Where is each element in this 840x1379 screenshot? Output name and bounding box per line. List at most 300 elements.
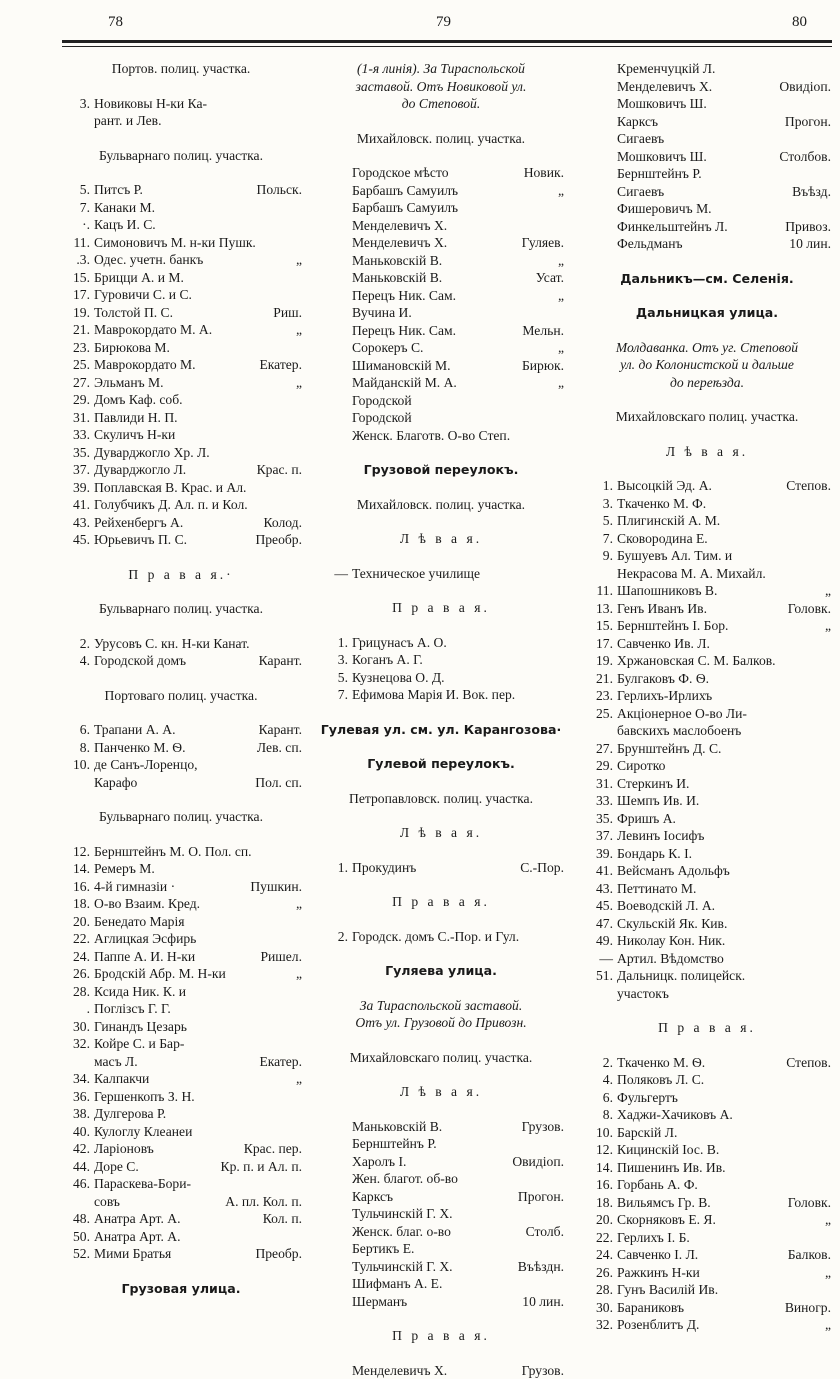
directory-entry — [583, 1089, 831, 1107]
cross-street: Преобр. — [251, 1245, 302, 1263]
directory-entry — [318, 164, 564, 182]
section-caption: Бульварнаго полиц. участка. — [60, 600, 302, 618]
owner-name: Менделевичъ Х. — [352, 217, 560, 235]
cross-street: 10 лин. — [785, 235, 831, 253]
house-number — [583, 985, 617, 1003]
cross-street — [298, 843, 302, 861]
section-caption: Михайловск. полиц. участка. — [318, 496, 564, 514]
directory-entry — [318, 199, 564, 217]
page-number-right: 80 — [792, 14, 807, 31]
directory-entry — [60, 286, 302, 304]
directory-entry — [583, 897, 831, 915]
spacer — [318, 444, 564, 461]
owner-name: Карафо — [94, 774, 251, 792]
house-number: 24. — [583, 1246, 617, 1264]
cross-street — [560, 1275, 564, 1293]
directory-entry — [60, 948, 302, 966]
house-number: 29. — [60, 391, 94, 409]
owner-name: Новиковы Н-ки Ка- — [94, 95, 298, 113]
street-route-note: ул. до Колонистской и дальше — [583, 356, 831, 374]
directory-entry — [60, 356, 302, 374]
owner-name: Толстой П. С. — [94, 304, 269, 322]
spacer — [318, 1032, 564, 1049]
house-number — [318, 1275, 352, 1293]
house-number: 9. — [583, 547, 617, 565]
cross-street — [827, 1106, 831, 1124]
spacer — [60, 670, 302, 687]
owner-name: Герлихъ-Ирлихъ — [617, 687, 827, 705]
house-number: 41. — [583, 862, 617, 880]
spacer — [583, 426, 831, 443]
directory-entry — [583, 967, 831, 985]
cross-street: Виногр. — [781, 1299, 831, 1317]
house-number — [583, 200, 617, 218]
cross-street: „ — [292, 251, 302, 269]
cross-street — [827, 1229, 831, 1247]
cross-street — [827, 530, 831, 548]
house-number — [583, 722, 617, 740]
owner-name: Маврокордато М. А. — [94, 321, 292, 339]
directory-entry — [60, 635, 302, 653]
cross-street: Столбов. — [775, 148, 831, 166]
directory-entry — [583, 915, 831, 933]
section-caption: Портоваго полиц. участка. — [60, 687, 302, 705]
house-number: 3. — [60, 95, 94, 113]
house-number: 37. — [583, 827, 617, 845]
cross-street — [827, 827, 831, 845]
owner-name: Кицинскій Іос. В. — [617, 1141, 827, 1159]
house-number — [318, 374, 352, 392]
directory-entry — [583, 757, 831, 775]
house-number — [318, 1153, 352, 1171]
cross-street: Польск. — [253, 181, 302, 199]
cross-street — [560, 928, 564, 946]
page-number-left: 78 — [108, 14, 123, 31]
house-number: 1. — [318, 634, 352, 652]
spacer — [60, 130, 302, 147]
house-number — [318, 1258, 352, 1276]
house-number: 20. — [583, 1211, 617, 1229]
directory-entry — [60, 930, 302, 948]
owner-name: Ларіоновъ — [94, 1140, 240, 1158]
owner-name: Павлиди Н. П. — [94, 409, 298, 427]
owner-name: Шапошниковъ В. — [617, 582, 821, 600]
directory-entry — [583, 845, 831, 863]
owner-name: Грицунасъ А. О. — [352, 634, 560, 652]
owner-name: Шимановскій М. — [352, 357, 518, 375]
owner-name: Городск. домъ С.-Пор. и Гул. — [352, 928, 560, 946]
directory-entry — [583, 600, 831, 618]
cross-street — [298, 1000, 302, 1018]
house-number: 11. — [583, 582, 617, 600]
owner-name: Финкельштейнъ Л. — [617, 218, 781, 236]
owner-name: Высоцкій Эд. А. — [617, 477, 782, 495]
owner-name: Поляковъ Л. С. — [617, 1071, 827, 1089]
cross-street: Овидіоп. — [775, 78, 831, 96]
house-number: 19. — [60, 304, 94, 322]
spacer — [60, 791, 302, 808]
cross-street — [560, 634, 564, 652]
spacer — [318, 548, 564, 565]
owner-name: Женск. благ. о-во — [352, 1223, 522, 1241]
house-number: 19. — [583, 652, 617, 670]
owner-name: Сигаевъ — [617, 183, 788, 201]
directory-entry — [60, 1228, 302, 1246]
cross-street: Въѣзд. — [788, 183, 831, 201]
directory-entry — [318, 1362, 564, 1379]
house-number: 27. — [60, 374, 94, 392]
owner-name: Шифманъ А. Е. — [352, 1275, 560, 1293]
spacer — [583, 1037, 831, 1054]
directory-entry — [583, 827, 831, 845]
owner-name: Петтинато М. — [617, 880, 827, 898]
directory-entry — [318, 565, 564, 583]
directory-entry — [318, 1258, 564, 1276]
house-number: 6. — [583, 1089, 617, 1107]
cross-street: Грузов. — [518, 1118, 564, 1136]
cross-street — [560, 1205, 564, 1223]
house-number: 25. — [583, 705, 617, 723]
owner-name: Ремеръ М. — [94, 860, 298, 878]
cross-street — [298, 496, 302, 514]
owner-name: Сковородина Е. — [617, 530, 827, 548]
house-number: 30. — [60, 1018, 94, 1036]
directory-entry — [60, 1000, 302, 1018]
house-number: 45. — [583, 897, 617, 915]
house-number: 10. — [583, 1124, 617, 1142]
cross-street: Колод. — [259, 514, 302, 532]
directory-entry — [318, 374, 564, 392]
directory-entry — [583, 1124, 831, 1142]
owner-name: Бертикъ Е. — [352, 1240, 560, 1258]
section-caption: Михайловскаго полиц. участка. — [318, 1049, 564, 1067]
cross-street — [298, 444, 302, 462]
owner-name: Савченко І. Л. — [617, 1246, 784, 1264]
owner-name: Юрьевичъ П. С. — [94, 531, 251, 549]
owner-name: Брицци А. и М. — [94, 269, 298, 287]
house-number: 12. — [60, 843, 94, 861]
owner-name: Дулгерова Р. — [94, 1105, 298, 1123]
directory-entry — [583, 722, 831, 740]
cross-street — [827, 670, 831, 688]
directory-entry — [60, 652, 302, 670]
directory-entry — [318, 234, 564, 252]
house-number: 12. — [583, 1141, 617, 1159]
house-number: 33. — [583, 792, 617, 810]
cross-street: Кол. п. — [259, 1210, 302, 1228]
directory-entry — [583, 1141, 831, 1159]
house-number — [583, 95, 617, 113]
directory-entry — [318, 1275, 564, 1293]
house-number — [318, 1188, 352, 1206]
owner-name: Барбашъ Самуилъ — [352, 182, 554, 200]
owner-name: Маврокордато М. — [94, 356, 255, 374]
owner-name: Кременчуцкій Л. — [617, 60, 827, 78]
cross-street — [560, 427, 564, 445]
owner-name: Городской домъ — [94, 652, 255, 670]
owner-name: Кузнецова О. Д. — [352, 669, 560, 687]
directory-entry — [318, 1135, 564, 1153]
directory-entry — [60, 321, 302, 339]
directory-entry — [583, 635, 831, 653]
directory-entry — [318, 1223, 564, 1241]
cross-street: Привоз. — [781, 218, 831, 236]
directory-entry — [60, 461, 302, 479]
cross-street — [827, 60, 831, 78]
directory-entry — [60, 1035, 302, 1053]
cross-street — [827, 200, 831, 218]
house-number — [583, 235, 617, 253]
cross-street — [298, 286, 302, 304]
cross-street — [827, 1124, 831, 1142]
cross-street: Прогон. — [781, 113, 831, 131]
house-number — [60, 774, 94, 792]
directory-entry — [583, 235, 831, 253]
owner-name: Паппе А. И. Н-ки — [94, 948, 256, 966]
owner-name: Акціонерное О-во Ли- — [617, 705, 827, 723]
cross-street — [560, 409, 564, 427]
owner-name: Рейхенбергъ А. — [94, 514, 259, 532]
cross-street: „ — [292, 1070, 302, 1088]
owner-name: Бирюкова М. — [94, 339, 298, 357]
owner-name: Маньковскій В. — [352, 1118, 518, 1136]
owner-name: Маньковскій В. — [352, 269, 532, 287]
section-caption: Л ѣ в а я. — [318, 824, 564, 842]
directory-entry — [583, 218, 831, 236]
owner-name: Николау Кон. Ник. — [617, 932, 827, 950]
directory-entry — [583, 1299, 831, 1317]
directory-entry — [583, 1316, 831, 1334]
cross-street: Прогон. — [514, 1188, 564, 1206]
cross-street — [827, 165, 831, 183]
cross-street — [827, 915, 831, 933]
cross-street — [298, 756, 302, 774]
house-number: 35. — [583, 810, 617, 828]
owner-name: Барбашъ Самуилъ — [352, 199, 560, 217]
directory-entry — [583, 1281, 831, 1299]
street-route-note: до Степовой. — [318, 95, 564, 113]
directory-entry — [583, 705, 831, 723]
cross-street — [827, 845, 831, 863]
owner-name: Прокудинъ — [352, 859, 516, 877]
directory-entry — [60, 1088, 302, 1106]
owner-name: Герлихъ І. Б. — [617, 1229, 827, 1247]
cross-street — [298, 1123, 302, 1141]
cross-street — [560, 199, 564, 217]
owner-name: Горбань А. Ф. — [617, 1176, 827, 1194]
owner-name: Канаки М. — [94, 199, 298, 217]
owner-name: Воеводскій Л. А. — [617, 897, 827, 915]
cross-street — [298, 1018, 302, 1036]
cross-street — [827, 1141, 831, 1159]
directory-entry — [583, 95, 831, 113]
house-number: 28. — [60, 983, 94, 1001]
house-number: 13. — [583, 600, 617, 618]
owner-name: Тульчинскій Г. Х. — [352, 1205, 560, 1223]
directory-entry — [60, 181, 302, 199]
cross-street — [298, 1105, 302, 1123]
cross-street: Преобр. — [251, 531, 302, 549]
house-number: 5. — [318, 669, 352, 687]
directory-entry — [60, 479, 302, 497]
owner-name: Техническое училище — [352, 565, 560, 583]
house-number: 6. — [60, 721, 94, 739]
house-number: 23. — [583, 687, 617, 705]
directory-entry — [318, 1293, 564, 1311]
cross-street — [298, 269, 302, 287]
street-route-note: до переѣзда. — [583, 374, 831, 392]
street-heading: Дальницкая улица. — [583, 304, 831, 322]
house-number: 33. — [60, 426, 94, 444]
spacer — [318, 582, 564, 599]
cross-street: Грузов. — [518, 1362, 564, 1379]
owner-name: Параскева-Бори- — [94, 1175, 298, 1193]
directory-entry — [60, 1140, 302, 1158]
spacer — [318, 738, 564, 755]
spacer — [318, 1310, 564, 1327]
house-number — [60, 1193, 94, 1211]
cross-street: Пол. сп. — [251, 774, 302, 792]
house-number — [318, 1205, 352, 1223]
column-middle — [318, 60, 564, 1379]
directory-entry — [583, 652, 831, 670]
owner-name: Женск. Благотв. О-во Степ. — [352, 427, 560, 445]
house-number: 32. — [60, 1035, 94, 1053]
directory-entry — [318, 1205, 564, 1223]
owner-name: Поплавская В. Крас. и Ал. — [94, 479, 298, 497]
house-number: — — [583, 950, 617, 968]
owner-name: Хаджи-Хачиковъ А. — [617, 1106, 827, 1124]
house-number — [318, 392, 352, 410]
house-number: 11. — [60, 234, 94, 252]
cross-street — [298, 1228, 302, 1246]
directory-entry — [60, 983, 302, 1001]
owner-name: Питсъ Р. — [94, 181, 253, 199]
owner-name: Дуварджогло Л. — [94, 461, 253, 479]
cross-street — [827, 792, 831, 810]
column-right — [583, 60, 831, 1334]
cross-street: Крас. п. — [253, 461, 302, 479]
directory-entry — [60, 409, 302, 427]
owner-name: О-во Взаим. Кред. — [94, 895, 292, 913]
cross-street: Лев. сп. — [253, 739, 302, 757]
section-caption: Л ѣ в а я. — [318, 1083, 564, 1101]
house-number — [318, 1240, 352, 1258]
section-caption: П р а в а я. — [318, 599, 564, 617]
house-number — [318, 304, 352, 322]
cross-street: Екатер. — [255, 356, 302, 374]
directory-entry — [60, 1018, 302, 1036]
directory-entry — [60, 1123, 302, 1141]
directory-entry — [60, 251, 302, 269]
owner-name: Урусовъ С. кн. Н-ки Канат. — [94, 635, 298, 653]
house-number: 43. — [583, 880, 617, 898]
directory-entry — [60, 496, 302, 514]
house-number — [583, 565, 617, 583]
house-number: 40. — [60, 1123, 94, 1141]
house-number: 22. — [583, 1229, 617, 1247]
directory-entry — [60, 1053, 302, 1071]
owner-name: Плигинскій А. М. — [617, 512, 827, 530]
owner-name: Ткаченко М. Ф. — [617, 495, 827, 513]
owner-name: Городской — [352, 409, 560, 427]
owner-name: Бродскій Абр. М. Н-ки — [94, 965, 292, 983]
cross-street: Карант. — [255, 652, 302, 670]
owner-name: де Санъ-Лоренцо, — [94, 756, 298, 774]
cross-street: Кр. п. и Ал. п. — [217, 1158, 302, 1176]
owner-name: 4-й гимназіи · — [94, 878, 246, 896]
directory-entry — [583, 200, 831, 218]
house-number — [60, 1053, 94, 1071]
directory-entry — [60, 269, 302, 287]
spacer — [318, 1066, 564, 1083]
owner-name: Трапани А. А. — [94, 721, 255, 739]
cross-street: Столб. — [522, 1223, 564, 1241]
house-number: 30. — [583, 1299, 617, 1317]
directory-entry — [60, 234, 302, 252]
cross-street — [298, 983, 302, 1001]
directory-entry — [583, 130, 831, 148]
house-number — [318, 427, 352, 445]
house-number: 16. — [583, 1176, 617, 1194]
house-number: 1. — [583, 477, 617, 495]
owner-name: Бушуевъ Ал. Тим. и — [617, 547, 827, 565]
directory-entry — [60, 514, 302, 532]
directory-entry — [583, 60, 831, 78]
house-number — [583, 60, 617, 78]
house-number: 5. — [583, 512, 617, 530]
cross-street — [827, 130, 831, 148]
cross-street — [560, 1135, 564, 1153]
house-number: 31. — [583, 775, 617, 793]
house-number — [318, 339, 352, 357]
directory-entry — [583, 547, 831, 565]
house-number — [318, 1293, 352, 1311]
cross-street — [827, 565, 831, 583]
house-number: 4. — [583, 1071, 617, 1089]
cross-street: Мельн. — [518, 322, 564, 340]
owner-name: Некрасова М. А. Михайл. — [617, 565, 827, 583]
directory-entry — [583, 495, 831, 513]
street-route-note: За Тираспольской заставой. — [318, 997, 564, 1015]
street-heading: Гулевой переулокъ. — [318, 755, 564, 773]
house-number: .3. — [60, 251, 94, 269]
owner-name: Вучина И. — [352, 304, 560, 322]
house-number: 10. — [60, 756, 94, 774]
owner-name: Булгаковъ Ф. Ѳ. — [617, 670, 827, 688]
directory-entry — [60, 843, 302, 861]
owner-name: Савченко Ив. Л. — [617, 635, 827, 653]
house-number: 43. — [60, 514, 94, 532]
house-number: 4. — [60, 652, 94, 670]
cross-street: Крас. пер. — [240, 1140, 302, 1158]
directory-entry — [583, 880, 831, 898]
directory-entry — [583, 565, 831, 583]
spacer — [60, 618, 302, 635]
house-number: 7. — [60, 199, 94, 217]
street-route-note: Молдаванка. Отъ уг. Степовой — [583, 339, 831, 357]
owner-name: масъ Л. — [94, 1053, 255, 1071]
owner-name: Сиротко — [617, 757, 827, 775]
directory-entry — [60, 444, 302, 462]
cross-street — [298, 479, 302, 497]
cross-street: Степов. — [782, 1054, 831, 1072]
owner-name: Гунъ Василій Ив. — [617, 1281, 827, 1299]
cross-street: „ — [554, 339, 564, 357]
spacer — [318, 479, 564, 496]
cross-street — [298, 391, 302, 409]
section-caption: Михайловскаго полиц. участка. — [583, 408, 831, 426]
